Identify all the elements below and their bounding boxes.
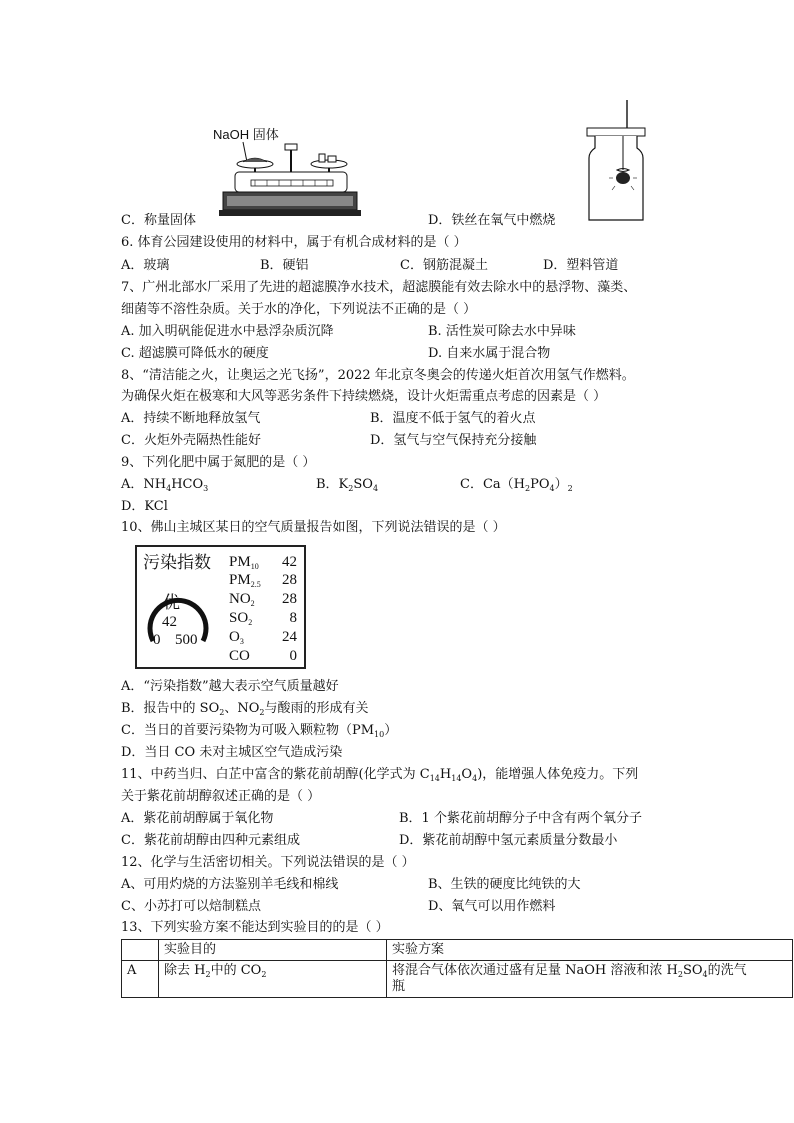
- q8-option-d: D．氢气与空气保持充分接触: [370, 433, 537, 448]
- pollutant-row: [225, 647, 305, 666]
- q11-option-c: C．紫花前胡醇由四种元素组成: [121, 833, 300, 848]
- pollutant-row: [225, 553, 305, 571]
- row-a-label: A: [122, 961, 159, 998]
- q7-stem-line1: 7、广州北部水厂采用了先进的超滤膜净水技术，超滤膜能有效去除水中的悬浮物、藻类、: [121, 280, 637, 295]
- pollutant-row: [225, 628, 305, 647]
- q10-option-b: B．报告中的 $SO_2$、$NO_2$与酸雨的形成有关: [121, 701, 369, 717]
- q9-option-a: A．$NH_4HCO_3$: [121, 477, 209, 493]
- q9-stem: 9、下列化肥中属于氮肥的是（ ）: [121, 455, 316, 470]
- q12-stem: 12、化学与生活密切相关。下列说法错误的是（ ）: [121, 855, 415, 870]
- pollutant-name: $PM_{10}$: [229, 554, 259, 571]
- q7-option-c: C. 超滤膜可降低水的硬度: [121, 346, 269, 361]
- q10-option-c: C．当日的首要污染物为可吸入颗粒物$(PM_{10})$: [121, 723, 398, 739]
- naoh-label: NaOH 固体: [213, 127, 279, 142]
- scale-min: 0: [153, 632, 161, 648]
- pollutant-list: [225, 553, 305, 666]
- q7-option-a: A. 加入明矾能促进水中悬浮杂质沉降: [121, 324, 334, 339]
- row-a-goal: 除去 $H_2$中的 $CO_2$: [159, 961, 387, 998]
- header-plan: 实验方案: [387, 940, 793, 961]
- q5-option-d: D．铁丝在氧气中燃烧: [428, 213, 556, 228]
- pollutant-name: $O_3$: [229, 629, 244, 646]
- q10-option-a: A．“污染指数”越大表示空气质量越好: [121, 679, 339, 694]
- q6-option-a: A．玻璃: [121, 258, 170, 273]
- pollutant-name: $PM_{2.5}$: [229, 572, 261, 589]
- pollutant-value: 0: [289, 648, 297, 664]
- pollutant-row: [225, 590, 305, 609]
- pollutant-value: 28: [282, 572, 297, 588]
- q12-option-a: A、可用灼烧的方法鉴别羊毛线和棉线: [121, 877, 339, 892]
- q13-stem: 13、下列实验方案不能达到实验目的的是（ ）: [121, 920, 389, 935]
- q6-stem: 6. 体育公园建设使用的材料中，属于有机合成材料的是（ ）: [121, 235, 467, 250]
- header-label-cell: [122, 940, 159, 961]
- q6-option-b: B．硬铝: [260, 258, 309, 273]
- pollutant-value: 8: [289, 610, 297, 626]
- q11-option-b: B．1 个紫花前胡醇分子中含有两个氧分子: [399, 811, 642, 826]
- q12-option-b: B、生铁的硬度比纯铁的大: [428, 877, 581, 892]
- q9-option-b: B．$K_2SO_4$: [316, 477, 379, 493]
- q9-option-c: C．$Ca(H_2PO_4)_2$: [460, 477, 573, 493]
- q9-option-d: D．KCl: [121, 499, 168, 514]
- table-header-row: [122, 940, 793, 961]
- q11-stem-line1: 11、中药当归、白芷中富含的紫花前胡醇(化学式为 $C_{14}H_{14}O_4$)，能增强人体免疫力。下列: [121, 767, 639, 783]
- header-goal: 实验目的: [159, 940, 387, 961]
- scale-max: 500: [175, 632, 198, 648]
- q7-option-b: B. 活性炭可除去水中异味: [428, 324, 576, 339]
- q6-option-c: C．钢筋混凝土: [400, 258, 488, 273]
- index-level: 优: [163, 593, 180, 613]
- q8-stem-line1: 8、“清洁能之火，让奥运之光飞扬”，2022 年北京冬奥会的传递火炬首次用氢气作燃料。: [121, 368, 635, 383]
- report-title: 污染指数: [143, 553, 211, 573]
- q11-option-a: A．紫花前胡醇属于氧化物: [121, 811, 274, 826]
- pollutant-name: $SO_2$: [229, 610, 253, 627]
- pollutant-name: CO: [229, 648, 250, 664]
- pollutant-value: 24: [282, 629, 297, 645]
- table-row: [122, 961, 793, 998]
- air-quality-report: [135, 545, 306, 669]
- q8-option-c: C．火炬外壳隔热性能好: [121, 433, 261, 448]
- row-a-plan: 将混合气体依次通过盛有足量 NaOH 溶液和浓 $H_2SO_4$的洗气 瓶: [387, 961, 793, 998]
- q12-option-d: D、氧气可以用作燃料: [428, 899, 556, 914]
- pollutant-name: $NO_2$: [229, 591, 255, 608]
- q5-option-c: C．称量固体: [121, 213, 196, 228]
- q11-stem-line2: 关于紫花前胡醇叙述正确的是（ ）: [121, 789, 321, 804]
- pollutant-row: [225, 609, 305, 628]
- q8-stem-line2: 为确保火炬在极寒和大风等恶劣条件下持续燃烧，设计火炬需重点考虑的因素是（ ）: [121, 389, 607, 404]
- q8-option-b: B．温度不低于氢气的着火点: [370, 411, 536, 426]
- q8-option-a: A．持续不断地释放氢气: [121, 411, 261, 426]
- q7-stem-line2: 细菌等不溶性杂质。关于水的净化，下列说法不正确的是（ ）: [121, 302, 477, 317]
- balance-illustration: [205, 126, 365, 222]
- experiment-table: [121, 939, 793, 998]
- pollutant-value: 42: [282, 554, 297, 570]
- q10-option-d: D．当日 CO 未对主城区空气造成污染: [121, 745, 343, 760]
- pollutant-value: 28: [282, 591, 297, 607]
- index-value: 42: [162, 614, 177, 630]
- q11-option-d: D．紫花前胡醇中氢元素质量分数最小: [399, 833, 618, 848]
- pollutant-row: [225, 571, 305, 590]
- q7-option-d: D. 自来水属于混合物: [428, 346, 551, 361]
- q6-option-d: D．塑料管道: [543, 258, 619, 273]
- q12-option-c: C、小苏打可以焙制糕点: [121, 899, 261, 914]
- iron-wire-burning-illustration: [585, 100, 655, 224]
- q10-stem: 10、佛山主城区某日的空气质量报告如图，下列说法错误的是（ ）: [121, 520, 506, 535]
